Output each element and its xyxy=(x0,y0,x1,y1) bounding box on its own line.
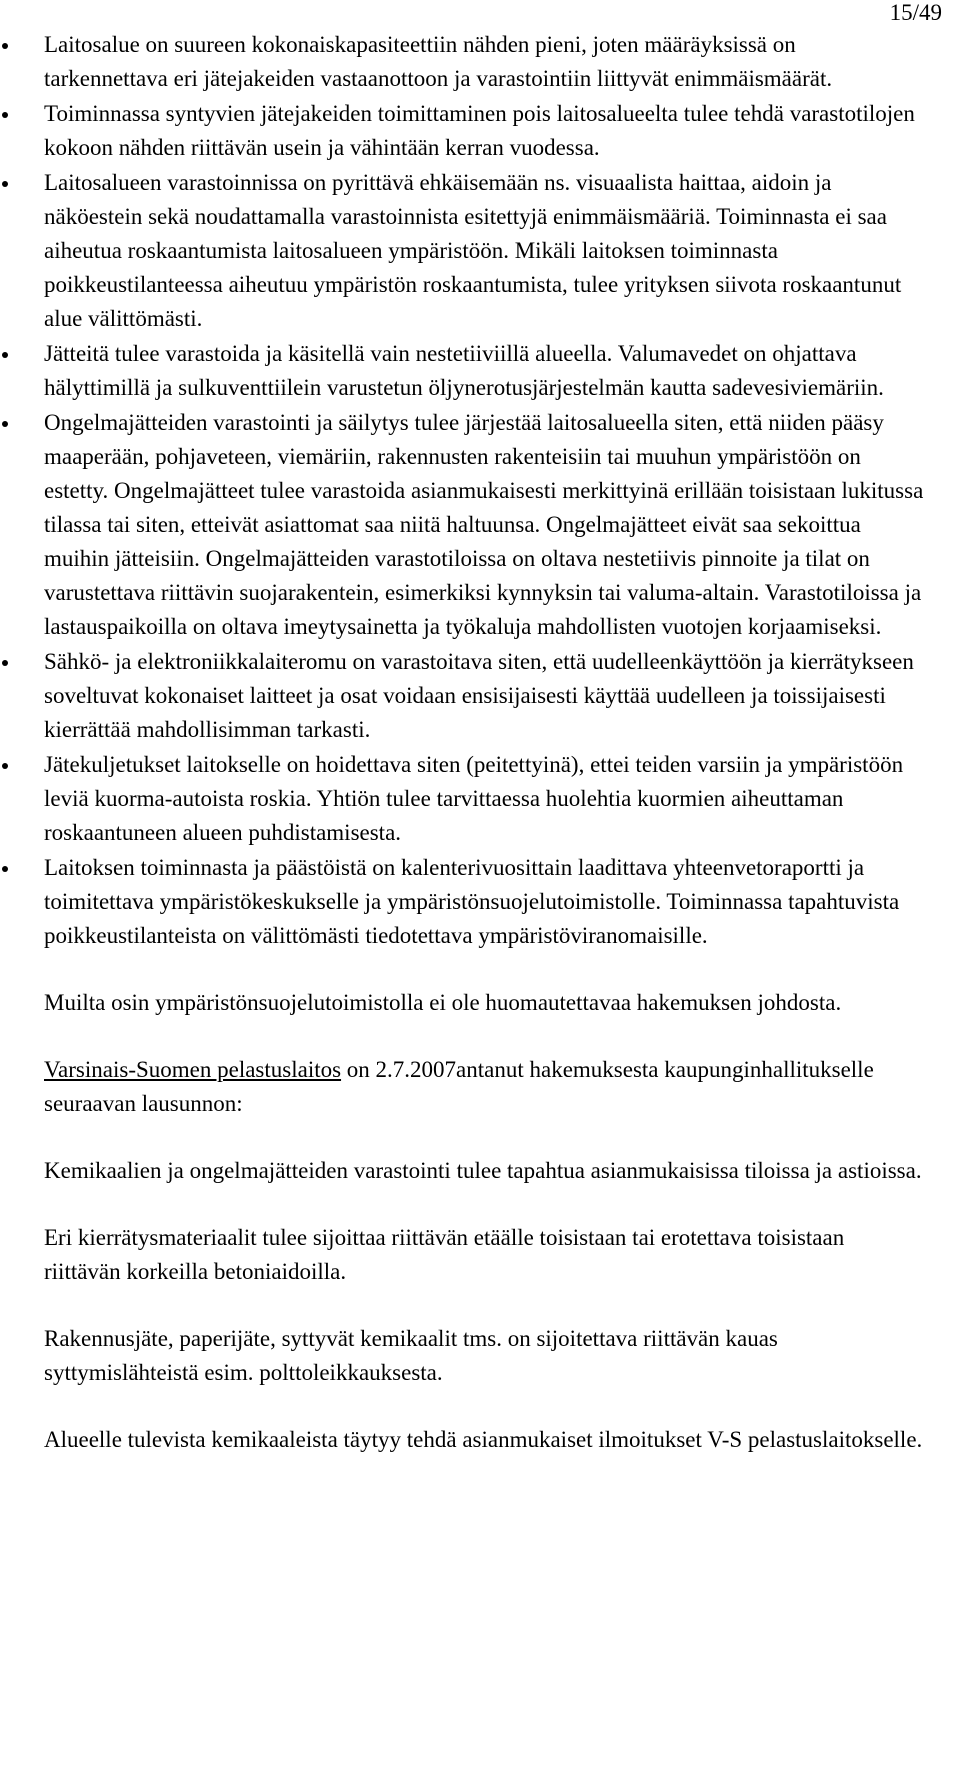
list-item-text: Laitosalueen varastoinnissa on pyrittävä ehkäisemään ns. visuaalista haittaa, aidoin ja näköestein sekä noudattamalla varastoinnista esitettyjä enimmäismääriä. Toiminnasta ei saa aiheutua roskaantumista laitosalueen ympäristöön. Mikäli laitoksen toiminnasta poikkeustilanteessa aiheutuu ympäristön roskaantumista, tulee yrityksen siivota roskaantunut alue välittömästi. xyxy=(44,170,902,331)
list-item xyxy=(44,748,924,850)
bullet-icon xyxy=(2,421,8,427)
requirements-list xyxy=(44,28,924,953)
statement-paragraph: Eri kierrätysmateriaalit tulee sijoittaa riittävän etäälle toisistaan tai erotettava toisistaan riittävän korkeilla betoniaidoilla. xyxy=(44,1225,845,1284)
list-item xyxy=(44,28,924,96)
bullet-icon xyxy=(2,660,8,666)
list-item xyxy=(44,851,924,953)
list-item xyxy=(44,645,924,747)
statement-paragraph: Rakennusjäte, paperijäte, syttyvät kemikaalit tms. on sijoitettava riittävän kauas syttymislähteistä esim. polttoleikkauksesta. xyxy=(44,1326,778,1385)
bullet-icon xyxy=(2,112,8,118)
list-item xyxy=(44,166,924,336)
statement-paragraph: Kemikaalien ja ongelmajätteiden varastointi tulee tapahtua asianmukaisissa tiloissa ja astioissa. xyxy=(44,1158,922,1183)
document-body xyxy=(44,28,924,1457)
environmental-office-statement: Muilta osin ympäristönsuojelutoimistolla ei ole huomautettavaa hakemuksen johdosta. xyxy=(44,990,842,1015)
bullet-icon xyxy=(2,181,8,187)
bullet-icon xyxy=(2,43,8,49)
list-item-text: Laitoksen toiminnasta ja päästöistä on kalenterivuosittain laadittava yhteenvetoraportti ja toimitettava ympäristökeskukselle ja ympäristönsuojelutoimistolle. Toiminnassa tapahtuvista poikkeustilanteista on välittömästi tiedotettava ympäristöviranomaisille. xyxy=(44,855,900,948)
list-item xyxy=(44,406,924,644)
list-item-text: Jätekuljetukset laitokselle on hoidettava siten (peitettyinä), ettei teiden varsiin ja ympäristöön leviä kuorma-autoista roskia. Yhtiön tulee tarvittaessa huolehtia kuormien aiheuttaman roskaantuneen alueen puhdistamisesta. xyxy=(44,752,904,845)
list-item-text: Toiminnassa syntyvien jätejakeiden toimittaminen pois laitosalueelta tulee tehdä varastotilojen kokoon nähden riittävän usein ja vähintään kerran vuodessa. xyxy=(44,101,915,160)
list-item-text: Sähkö- ja elektroniikkalaiteromu on varastoitava siten, että uudelleenkäyttöön ja kierrätykseen soveltuvat kokonaiset laitteet ja osat voidaan ensisijaisesti käyttää uudelleen ja toissijaisesti kierrättää mahdollisimman tarkasti. xyxy=(44,649,914,742)
rescue-department-intro-text: on 2.7.2007antanut hakemuksesta kaupunginhallitukselle seuraavan lausunnon: xyxy=(44,1057,874,1116)
page-number: 15/49 xyxy=(889,0,942,25)
rescue-department-intro xyxy=(44,1053,924,1121)
bullet-icon xyxy=(2,763,8,769)
bullet-icon xyxy=(2,866,8,872)
list-item-text: Laitosalue on suureen kokonaiskapasiteettiin nähden pieni, joten määräyksissä on tarkennettava eri jätejakeiden vastaanottoon ja varastointiin liittyvät enimmäismäärät. xyxy=(44,32,833,91)
list-item-text: Ongelmajätteiden varastointi ja säilytys tulee järjestää laitosalueella siten, että niiden pääsy maaperään, pohjaveteen, viemäriin, rakennusten rakenteisiin tai muuhun ympäristöön on estetty. Ongelmajätteet tulee varastoida asianmukaisesti merkittyinä erillään toisistaan lukitussa tilassa tai siten, etteivät asiattomat saa niitä haltuunsa. Ongelmajätteet eivät saa sekoittua muihin jätteisiin. Ongelmajätteiden varastotiloissa on oltava nestetiivis pinnoite ja tilat on varustettava riittävin suojarakentein, esimerkiksi kynnyksin tai valuma-altain. Varastotiloissa ja lastauspaikoilla on oltava imeytysainetta ja työkaluja mahdollisten vuotojen korjaamiseksi. xyxy=(44,410,924,639)
bullet-icon xyxy=(2,352,8,358)
rescue-department-name: Varsinais-Suomen pelastuslaitos xyxy=(44,1057,342,1082)
list-item xyxy=(44,97,924,165)
statement-paragraph: Alueelle tulevista kemikaaleista täytyy tehdä asianmukaiset ilmoitukset V-S pelastuslaitokselle. xyxy=(44,1427,923,1452)
list-item-text: Jätteitä tulee varastoida ja käsitellä vain nestetiiviillä alueella. Valumavedet on ohjattava hälyttimillä ja sulkuventtiilein varustetun öljynerotusjärjestelmän kautta sadevesiviemäriin. xyxy=(44,341,884,400)
list-item xyxy=(44,337,924,405)
